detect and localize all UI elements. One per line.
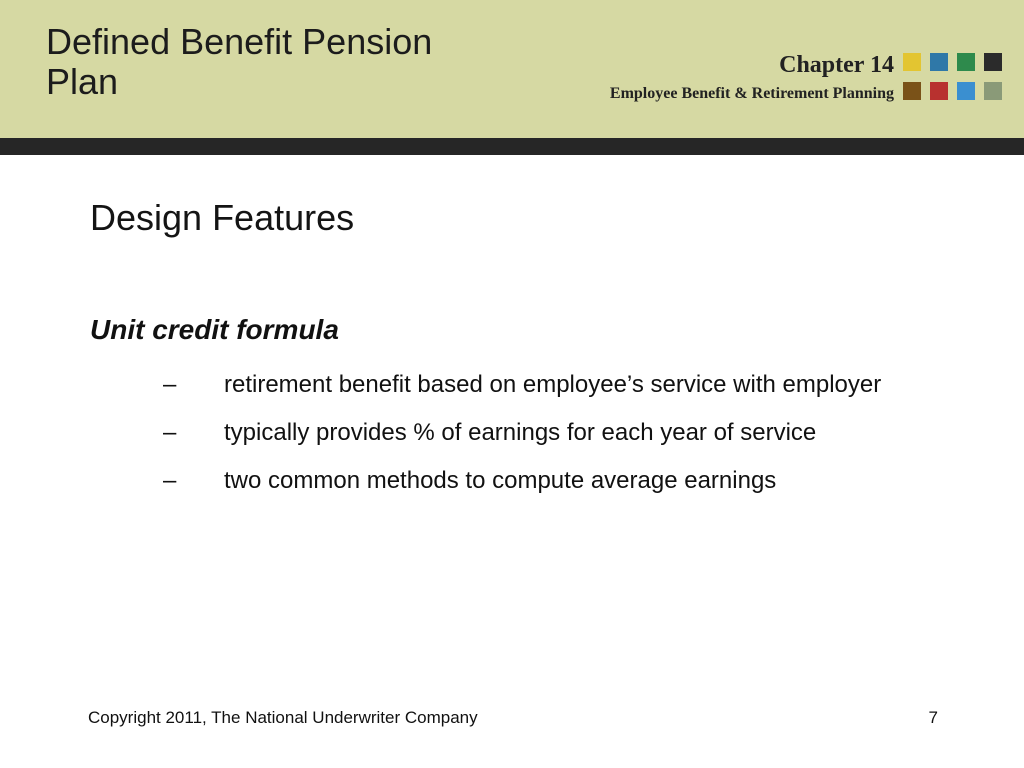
slide-title: Defined Benefit Pension Plan — [46, 21, 433, 102]
swatch-icon — [984, 82, 1002, 100]
header-band — [0, 0, 1024, 138]
bullet-dash: – — [163, 419, 177, 446]
swatch-icon — [903, 82, 921, 100]
header-divider-bar — [0, 138, 1024, 155]
bullet-text: typically provides % of earnings for each year of service — [224, 419, 817, 446]
page-number: 7 — [928, 708, 938, 727]
footer-copyright: Copyright 2011, The National Underwriter Company — [88, 708, 478, 727]
bullet-text: two common methods to compute average earnings — [224, 467, 777, 494]
bullet-item — [0, 464, 1024, 498]
bullet-list — [0, 368, 1024, 512]
swatch-icon — [930, 82, 948, 100]
swatch-icon — [903, 53, 921, 71]
bullet-item — [0, 368, 1024, 402]
bullet-item — [0, 416, 1024, 450]
bullet-text: retirement benefit based on employee’s service with employer — [224, 371, 882, 398]
swatch-icon — [957, 82, 975, 100]
section-heading: Design Features — [90, 197, 355, 238]
chapter-label: Chapter 14 — [779, 52, 894, 78]
bullet-dash: – — [163, 371, 177, 398]
color-swatch-grid — [903, 53, 1005, 103]
swatch-icon — [984, 53, 1002, 71]
swatch-icon — [957, 53, 975, 71]
bullet-dash: – — [163, 467, 177, 494]
swatch-icon — [930, 53, 948, 71]
subheading: Unit credit formula — [90, 314, 339, 345]
chapter-subtitle: Employee Benefit & Retirement Planning — [609, 85, 894, 102]
